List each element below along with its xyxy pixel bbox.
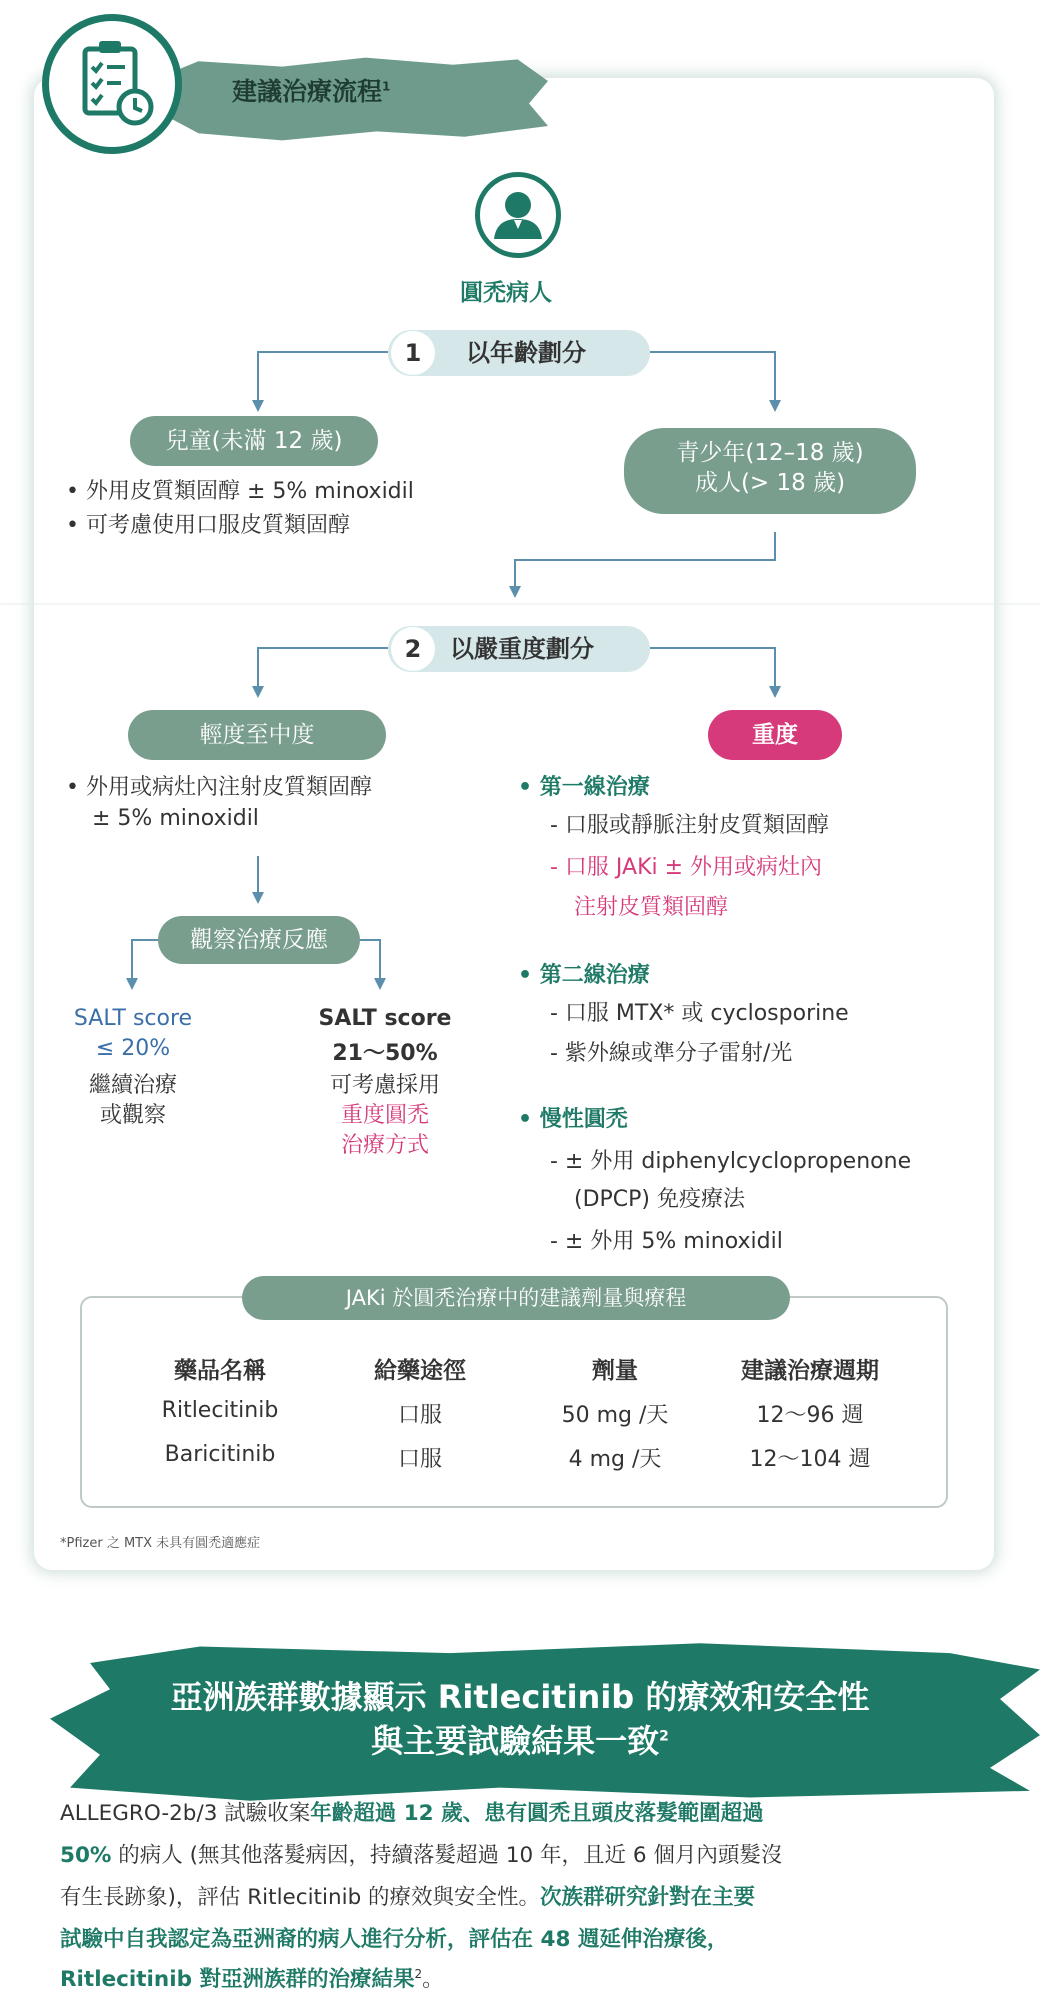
chronic-item1b: (DPCP) 免疫療法 — [574, 1187, 745, 1212]
step1-age-pill — [388, 330, 650, 376]
second-line-item2: - 紫外線或準分子雷射/光 — [550, 1041, 793, 1066]
teen-adult-pill — [624, 428, 916, 514]
footnote: *Pfizer 之 MTX 未具有圓禿適應症 — [60, 1536, 261, 1551]
step1-label: 以年齡劃分 — [466, 339, 586, 367]
salt-mid-range: 21～50% — [332, 1041, 438, 1066]
salt-low-score: SALT score — [73, 1006, 193, 1031]
chronic-item1a: - ± 外用 diphenylcyclopropenone — [550, 1149, 912, 1174]
salt-low-action2: 或觀察 — [99, 1103, 166, 1128]
step2-severity-pill — [388, 626, 650, 672]
children-pill: 兒童(未滿 12 歲) — [130, 416, 378, 466]
first-line-item1: - 口服或靜脈注射皮質類固醇 — [550, 813, 829, 838]
salt-mid-severe1: 重度圓禿 — [340, 1103, 429, 1128]
patient-label: 圓禿病人 — [460, 280, 552, 306]
second-line-heading: • 第二線治療 — [518, 963, 650, 988]
table-header-route: 給藥途徑 — [374, 1358, 466, 1384]
paragraph-line3: 有生長跡象)，評估 Ritlecitinib 的療效與安全性。次族群研究針對在主要 — [60, 1885, 756, 1910]
first-line-item2a: - 口服 JAKi ± 外用或病灶內 — [550, 855, 823, 880]
paragraph-line4: 試驗中自我認定為亞洲裔的病人進行分析，評估在 48 週延伸治療後， — [60, 1927, 729, 1952]
table-row1-route: 口服 — [397, 1403, 442, 1428]
paragraph-line1: ALLEGRO-2b/3 試驗收案年齡超過 12 歲、患有圓禿且頭皮落髮範圍超過 — [60, 1801, 764, 1826]
paragraph-line2: 50% 的病人 (無其他落髮病因，持續落髮超過 10 年，且近 6 個月內頭髮沒 — [60, 1843, 783, 1868]
salt-low-range: ≤ 20% — [95, 1036, 171, 1061]
step1-number: 1 — [391, 331, 435, 375]
banner-line1: 亞洲族群數據顯示 Ritlecitinib 的療效和安全性 — [170, 1678, 870, 1716]
table-header-drug: 藥品名稱 — [174, 1358, 266, 1384]
chronic-heading: • 慢性圓禿 — [518, 1107, 628, 1132]
salt-mid-severe2: 治療方式 — [340, 1133, 429, 1158]
second-line-item1: - 口服 MTX* 或 cyclosporine — [550, 1001, 849, 1026]
paragraph-line5: Ritlecitinib 對亞洲族群的治療結果$^2$。 — [60, 1966, 444, 1992]
table-row2-duration: 12～104 週 — [749, 1447, 871, 1472]
page-title: 建議治療流程$^1$ — [232, 77, 391, 106]
table-row2-drug: Baricitinib — [164, 1442, 276, 1467]
table-row1-dose: 50 mg /天 — [561, 1403, 669, 1428]
adult-label: 成人(> 18 歲) — [694, 470, 846, 496]
salt-low-action1: 繼續治療 — [88, 1073, 177, 1098]
salt-mid-action: 可考慮採用 — [329, 1073, 440, 1098]
first-line-heading: • 第一線治療 — [518, 775, 650, 800]
salt-mid-score: SALT score — [318, 1006, 452, 1031]
children-bullet-1: • 外用皮質類固醇 ± 5% minoxidil — [66, 479, 414, 504]
mild-moderate-pill: 輕度至中度 — [128, 710, 386, 760]
step2-number: 2 — [391, 627, 435, 671]
table-header-duration: 建議治療週期 — [741, 1358, 879, 1384]
observe-response-pill: 觀察治療反應 — [158, 916, 360, 964]
jaki-table-title: JAKi 於圓禿治療中的建議劑量與療程 — [242, 1276, 790, 1320]
banner-line2: 與主要試驗結果一致$^2$ — [371, 1722, 669, 1760]
teen-label: 青少年(12–18 歲) — [676, 440, 864, 466]
children-bullet-2: • 可考慮使用口服皮質類固醇 — [66, 513, 350, 538]
step2-label: 以嚴重度劃分 — [450, 635, 594, 663]
table-row1-duration: 12～96 週 — [756, 1403, 864, 1428]
table-header-dose: 劑量 — [592, 1358, 638, 1384]
mild-bullet-line1: • 外用或病灶內注射皮質類固醇 — [66, 775, 372, 800]
table-row1-drug: Ritlecitinib — [161, 1398, 279, 1423]
table-row2-route: 口服 — [397, 1447, 442, 1472]
first-line-item2b: 注射皮質類固醇 — [574, 895, 729, 920]
chronic-item2: - ± 外用 5% minoxidil — [550, 1229, 783, 1254]
severe-pill: 重度 — [708, 710, 842, 760]
table-row2-dose: 4 mg /天 — [568, 1447, 662, 1472]
mild-bullet-line2: ± 5% minoxidil — [92, 806, 259, 831]
